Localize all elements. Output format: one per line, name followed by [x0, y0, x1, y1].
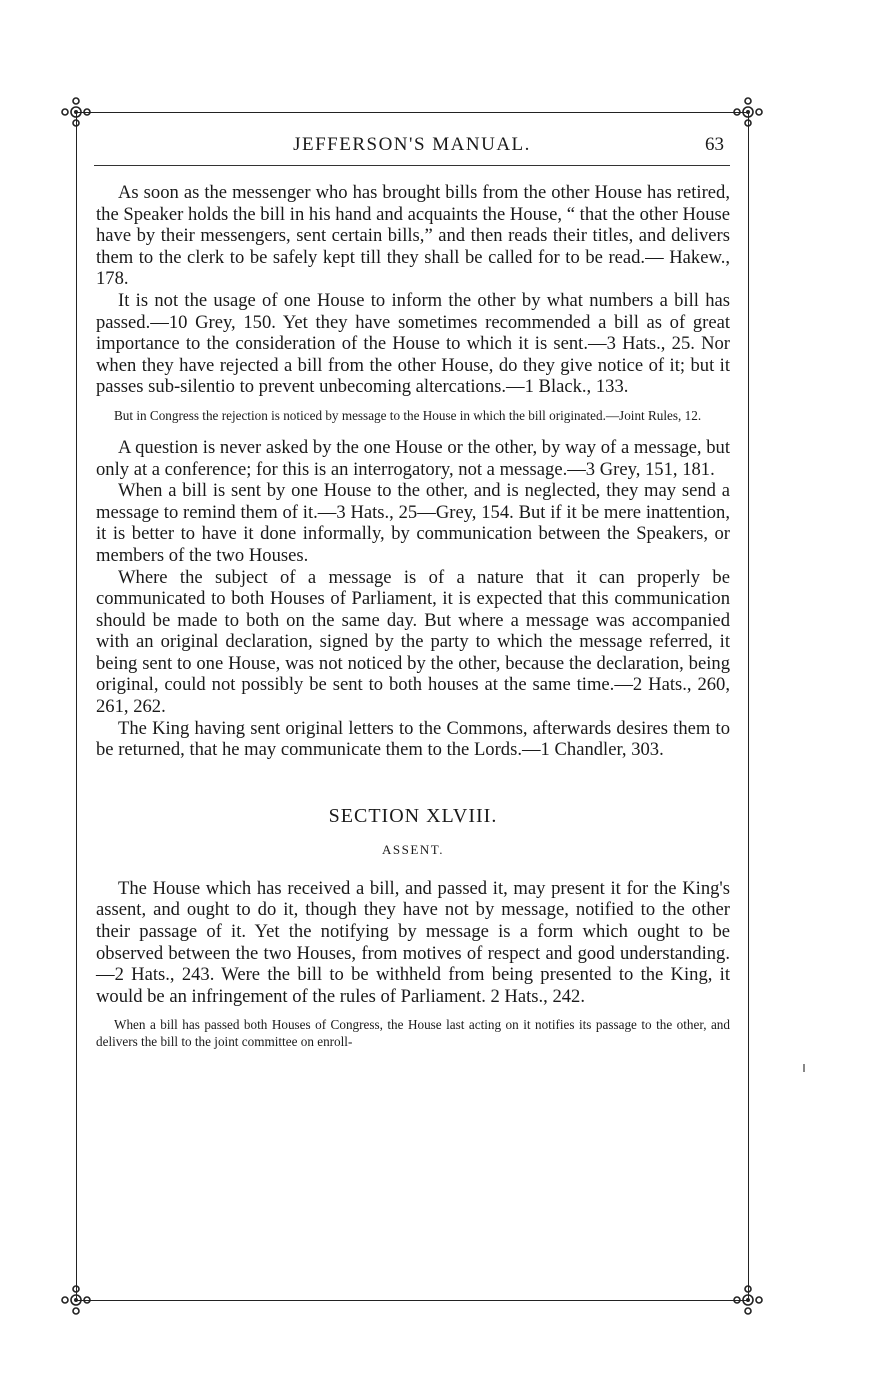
- page-body: [96, 182, 730, 1063]
- frame-bottom-rule: [76, 1300, 748, 1301]
- paragraph: A question is never asked by the one House or the other, by way of a message, but only at a conference; for this is an interrogatory, not a message.—3 Grey, 151, 181.: [96, 436, 730, 480]
- paragraph: When a bill is sent by one House to the other, and is neglected, they may send a message to remind them of it.—3 Hats., 25—Grey, 154. But if it be mere inattention, it is better to have it done informally, by communication between the Speakers, or members of the two Houses.: [96, 480, 730, 566]
- footnote-congress: But in Congress the rejection is noticed by message to the House in which the bill originated.—Joint Rules, 12.: [114, 407, 702, 423]
- footnote-enrollment: When a bill has passed both Houses of Congress, the House last acting on it notifies its passage to the other, and delivers the bill to the joint committee on enroll-: [96, 1017, 730, 1050]
- fleuron-ornament-icon: [731, 95, 765, 129]
- page-number: 63: [705, 134, 724, 155]
- paragraph: It is not the usage of one House to inform the other by what numbers a bill has passed.—10 Grey, 150. Yet they have sometimes recommended a bill as of great importance to the consideration of the House to which it is sent.—3 Hats., 25. Nor when they have rejected a bill from the other House, do they give notice of it; but it passes sub-silentio to prevent unbecoming altercations.—1 Black., 133.: [96, 289, 730, 398]
- header-rule: [94, 165, 730, 166]
- section-subtitle: ASSENT.: [382, 841, 444, 857]
- fleuron-ornament-icon: [59, 95, 93, 129]
- frame-right-rule: [748, 112, 749, 1300]
- margin-speck: [803, 1064, 805, 1072]
- page-header: [94, 132, 730, 160]
- section-title: SECTION XLVIII.: [328, 804, 498, 827]
- frame-top-rule: [76, 112, 748, 113]
- frame-left-rule: [76, 112, 77, 1300]
- fleuron-ornament-icon: [59, 1283, 93, 1317]
- paragraph: The King having sent original letters to the Commons, afterwards desires them to be returned, that he may communicate them to the Lords.—1 Chandler, 303.: [96, 717, 730, 761]
- fleuron-ornament-icon: [731, 1283, 765, 1317]
- paragraph: The House which has received a bill, and passed it, may present it for the King's assent, and ought to do it, though they have not by message, notified to the other their passage of it. Yet the notifying by message is a form which ought to be observed between the two Houses, from motives of respect and good understanding.—2 Hats., 243. Were the bill to be withheld from being presented to the King, it would be an infringement of the rules of Parliament. 2 Hats., 242.: [96, 877, 730, 1007]
- paragraph: As soon as the messenger who has brought bills from the other House has retired, the Speaker holds the bill in his hand and acquaints the House, “ that the other House have by their messengers, sent certain bills,” and then reads their titles, and delivers them to the clerk to be safely kept till they shall be called for to be read.— Hakew., 178.: [96, 182, 730, 290]
- paragraph: Where the subject of a message is of a nature that it can properly be communicated to both Houses of Parliament, it is expected that this communication should be made to both on the same day. But where a message was accompanied with an original declaration, signed by the party to which the message referred, it being sent to one House, was not noticed by the other, because the declaration, being original, could not possibly be sent to both houses at the same time.—2 Hats., 260, 261, 262.: [96, 566, 730, 718]
- running-head: JEFFERSON'S MANUAL.: [293, 134, 531, 155]
